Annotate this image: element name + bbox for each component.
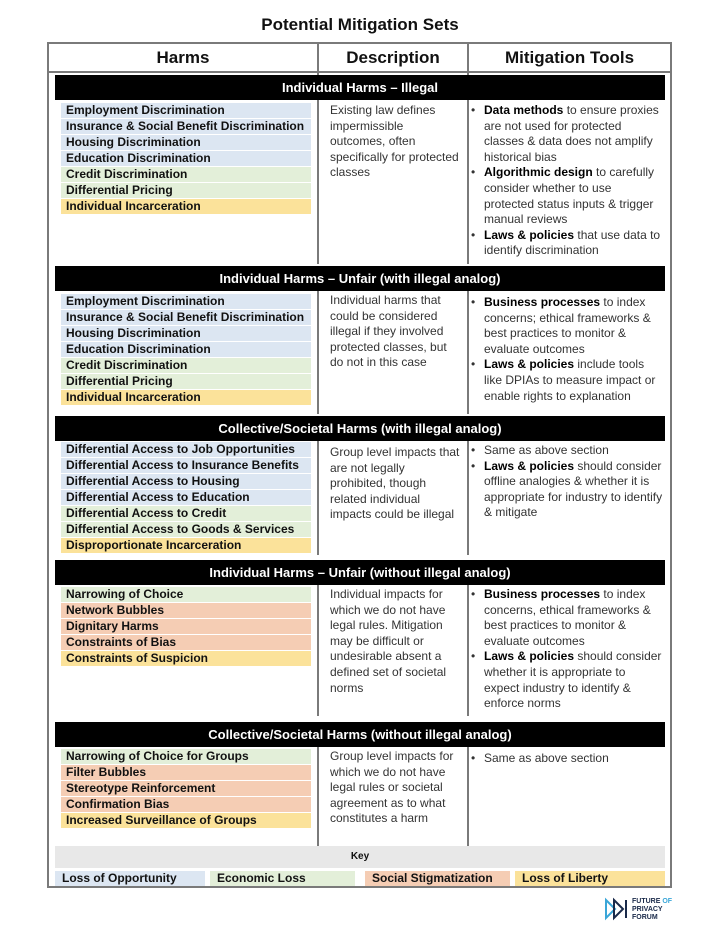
harm-item: Education Discrimination <box>61 342 311 357</box>
column-divider <box>317 441 319 555</box>
key-item-eco: Economic Loss <box>210 871 355 886</box>
section-band-3: Collective/Societal Harms (with illegal analog) <box>55 416 665 441</box>
mitigation-tools-list <box>470 587 664 712</box>
description-text: Existing law defines impermissible outcomes, often specifically for protected classes <box>330 103 459 180</box>
harm-item: Narrowing of Choice for Groups <box>61 749 311 764</box>
harm-item: Increased Surveillance of Groups <box>61 813 311 828</box>
harm-item: Stereotype Reinforcement <box>61 781 311 796</box>
bullet-icon: • <box>471 165 476 180</box>
harm-item: Housing Discrimination <box>61 135 311 150</box>
section-band-4: Individual Harms – Unfair (without illegal analog) <box>55 560 665 585</box>
mitigation-tool-text: to ensure proxies are not used for protected classes & data does not amplify historical bias <box>484 103 659 164</box>
column-header-description: Description <box>346 48 440 67</box>
harm-item: Narrowing of Choice <box>61 587 311 602</box>
column-divider <box>467 747 469 846</box>
mitigation-tool-item <box>470 228 664 259</box>
harm-item: Differential Access to Goods & Services <box>61 522 311 537</box>
harm-item: Filter Bubbles <box>61 765 311 780</box>
mitigation-tool-keyword: Laws & policies <box>484 649 575 664</box>
harms-list <box>61 442 311 554</box>
harms-list <box>61 587 311 667</box>
mitigation-tool-text: should consider offline analogies & whether it is appropriate for industry to identify & mitigate <box>484 458 663 520</box>
column-divider <box>467 441 469 555</box>
page-title: Potential Mitigation Sets <box>261 15 459 34</box>
mitigation-tool-item <box>470 357 664 404</box>
harm-item: Disproportionate Incarceration <box>61 538 311 553</box>
mitigation-tool-text: to carefully consider whether to use protected status inputs & trigger manual reviews <box>484 165 655 227</box>
harms-list <box>61 103 311 215</box>
bullet-icon: • <box>471 649 476 664</box>
column-divider <box>467 585 469 716</box>
harm-item: Constraints of Bias <box>61 635 311 650</box>
harm-item: Credit Discrimination <box>61 167 311 182</box>
bullet-icon: • <box>471 357 476 372</box>
mitigation-tools-list <box>470 103 664 259</box>
column-divider <box>317 747 319 846</box>
column-divider <box>317 44 319 75</box>
mitigation-tool-keyword: Business processes <box>484 587 601 601</box>
mitigation-tool-item <box>470 649 664 711</box>
description-text: Individual impacts for which we do not have legal rules. Mitigation may be difficult or undesirable absent a defined set of societal norms <box>330 587 447 695</box>
mitigation-tool-item <box>470 459 664 521</box>
harm-item: Insurance & Social Benefit Discrimination <box>61 310 311 325</box>
column-divider <box>317 585 319 716</box>
mitigation-tool-text: should consider whether it is appropriate to expect industry to identify & enforce norms <box>484 649 662 711</box>
fpf-chevron-logo-icon <box>604 897 630 921</box>
mitigation-tool-item <box>470 751 664 767</box>
logo-line2: PRIVACY <box>632 906 663 913</box>
harm-item: Employment Discrimination <box>61 103 311 118</box>
harm-item: Education Discrimination <box>61 151 311 166</box>
logo-line1: FUTURE <box>632 898 661 905</box>
harm-item: Differential Pricing <box>61 374 311 389</box>
mitigation-tools-list <box>470 751 664 767</box>
column-divider <box>467 100 469 264</box>
mitigation-tools-list <box>470 295 664 404</box>
mitigation-tools-list <box>470 443 664 521</box>
harm-item: Differential Pricing <box>61 183 311 198</box>
harm-item: Confirmation Bias <box>61 797 311 812</box>
key-item-soc: Social Stigmatization <box>365 871 510 886</box>
fpf-logo-text <box>632 898 672 922</box>
section-band-2: Individual Harms – Unfair (with illegal analog) <box>55 266 665 291</box>
harm-item: Individual Incarceration <box>61 199 311 214</box>
section-band-5: Collective/Societal Harms (without illegal analog) <box>55 722 665 747</box>
mitigation-tool-item <box>470 103 664 165</box>
header-divider <box>49 71 670 73</box>
column-divider <box>467 291 469 414</box>
harm-item: Housing Discrimination <box>61 326 311 341</box>
column-divider <box>467 44 469 75</box>
column-divider <box>317 100 319 264</box>
bullet-icon: • <box>471 227 476 242</box>
mitigation-tool-item <box>470 165 664 227</box>
harm-item: Individual Incarceration <box>61 390 311 405</box>
harm-item: Differential Access to Education <box>61 490 311 505</box>
mitigation-tool-item <box>470 295 664 357</box>
bullet-icon: • <box>471 751 476 765</box>
harm-item: Differential Access to Job Opportunities <box>61 442 311 457</box>
mitigation-tool-keyword: Data methods <box>484 103 564 117</box>
harms-list <box>61 749 311 829</box>
logo-line3: FORUM <box>632 914 658 921</box>
mitigation-tool-text: Same as above section <box>484 443 609 457</box>
mitigation-tool-keyword: Laws & policies <box>484 458 575 473</box>
harm-item: Insurance & Social Benefit Discrimination <box>61 119 311 134</box>
mitigation-tool-keyword: Business processes <box>484 295 601 309</box>
column-header-harms: Harms <box>156 48 210 67</box>
key-title: Key <box>55 846 665 868</box>
harm-item: Differential Access to Credit <box>61 506 311 521</box>
harm-item: Credit Discrimination <box>61 358 311 373</box>
mitigation-tool-text: to index concerns, ethical frameworks & best practices to monitor & evaluate outcomes <box>484 587 651 648</box>
column-divider <box>317 291 319 414</box>
mitigation-tool-text: Same as above section <box>484 751 609 765</box>
harm-item: Dignitary Harms <box>61 619 311 634</box>
harm-item: Differential Access to Insurance Benefits <box>61 458 311 473</box>
bullet-icon: • <box>471 587 476 601</box>
mitigation-tool-keyword: Laws & policies <box>484 357 575 372</box>
bullet-icon: • <box>471 295 476 309</box>
logo-line1-accent: OF <box>662 898 673 905</box>
mitigation-tool-text: that use data to identify discrimination <box>484 227 661 258</box>
key-item-opp: Loss of Opportunity <box>55 871 205 886</box>
bullet-icon: • <box>471 458 476 473</box>
section-band-1: Individual Harms – Illegal <box>55 75 665 100</box>
bullet-icon: • <box>471 103 476 117</box>
column-header-mitigation-tools: Mitigation Tools <box>504 48 635 67</box>
harm-item: Constraints of Suspicion <box>61 651 311 666</box>
mitigation-tool-keyword: Algorithmic design <box>484 165 593 180</box>
description-text: Individual harms that could be considered illegal if they involved protected classes, but do not in this case <box>330 293 447 370</box>
mitigation-tool-item <box>470 587 664 649</box>
mitigation-tool-text: include tools like DPIAs to measure impact or enable rights to explanation <box>484 357 656 403</box>
key-item-lib: Loss of Liberty <box>515 871 665 886</box>
description-text: Group level impacts that are not legally prohibited, though related individual impacts could be illegal <box>330 445 460 522</box>
bullet-icon: • <box>471 443 476 457</box>
harm-item: Network Bubbles <box>61 603 311 618</box>
mitigation-tool-item <box>470 443 664 459</box>
mitigation-tool-text: to index concerns; ethical frameworks & best practices to monitor & evaluate outcomes <box>484 295 651 356</box>
harms-list <box>61 294 311 406</box>
harm-item: Differential Access to Housing <box>61 474 311 489</box>
harm-item: Employment Discrimination <box>61 294 311 309</box>
description-text: Group level impacts for which we do not have legal rules or societal agreement as to what constitutes a harm <box>330 749 454 826</box>
mitigation-tool-keyword: Laws & policies <box>484 227 575 242</box>
